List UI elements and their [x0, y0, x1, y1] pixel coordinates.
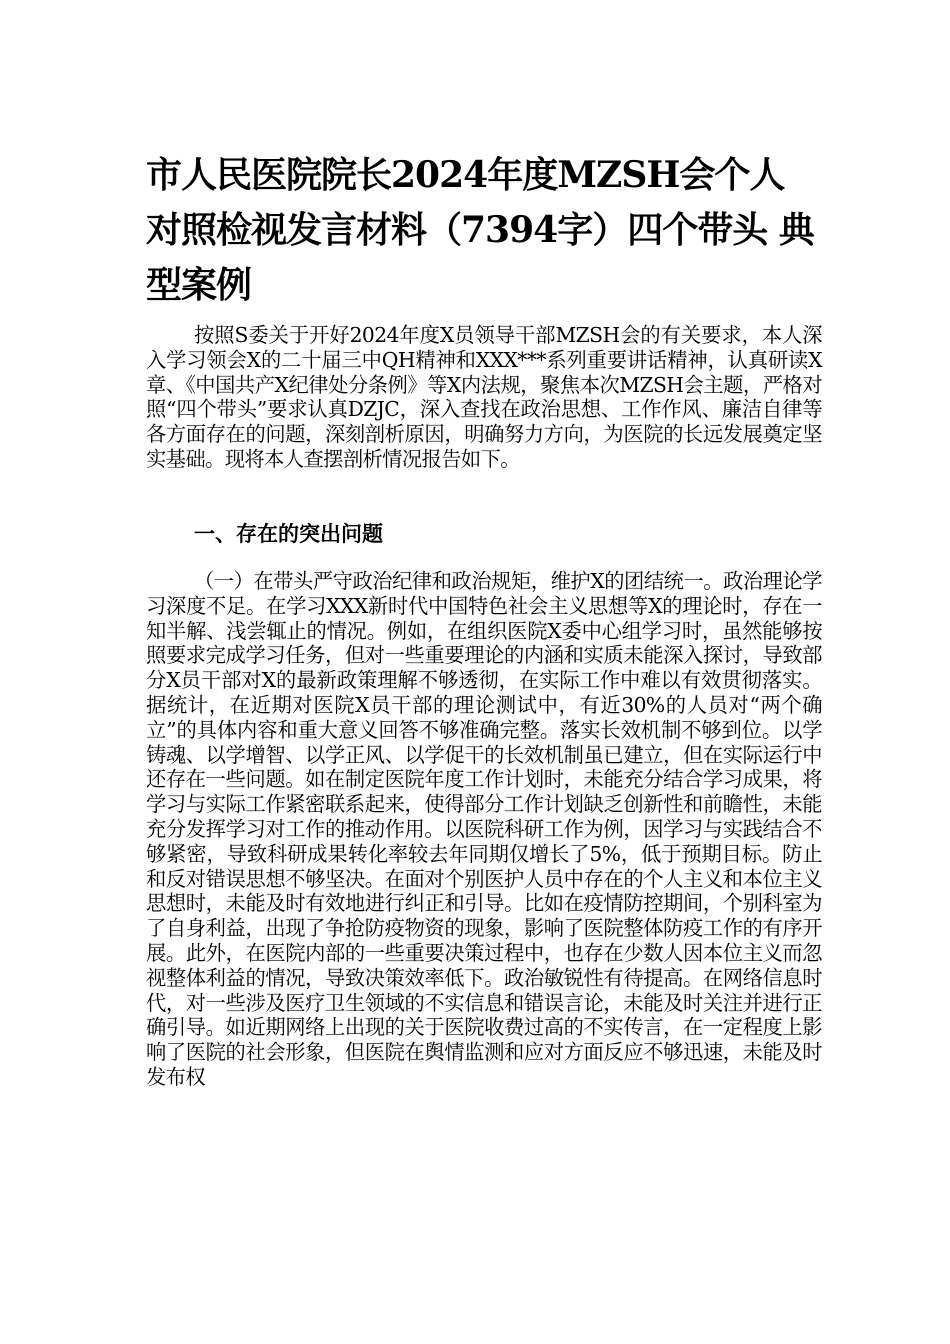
intro-paragraph: 按照S委关于开好2024年度X员领导干部MZSH会的有关要求，本人深入学习领会X的二十届三中QH精神和XXX***系列重要讲话精神，认真研读X章、《中国共产X纪律处分条例》等X内法规，聚焦本次MZSH会主题，严格对照“四个带头”要求认真DZJC，深入查找在政治思想、工作作风、廉洁自律等各方面存在的问题，深刻剖析原因，明确努力方向，为医院的长远发展奠定坚实基础。现将本人查摆剖析情况报告如下。: [146, 323, 822, 471]
section-heading-1: 一、存在的突出问题: [194, 522, 383, 546]
section-1-paragraph: （一）在带头严守政治纪律和政治规矩，维护X的团结统一。政治理论学习深度不足。在学习XXX新时代中国特色社会主义思想等X的理论时，存在一知半解、浅尝辄止的情况。例如，在组织医院X委中心组学习时，虽然能够按照要求完成学习任务，但对一些重要理论的内涵和实质未能深入探讨，导致部分X员干部对X的最新政策理解不够透彻，在实际工作中难以有效贯彻落实。据统计，在近期对医院X员干部的理论测试中，有近30%的人员对“两个确立”的具体内容和重大意义回答不够准确完整。落实长效机制不够到位。以学铸魂、以学增智、以学正风、以学促干的长效机制虽已建立，但在实际运行中还存在一些问题。如在制定医院年度工作计划时，未能充分结合学习成果，将学习与实际工作紧密联系起来，使得部分工作计划缺乏创新性和前瞻性，未能充分发挥学习对工作的推动作用。以医院科研工作为例，因学习与实践结合不够紧密，导致科研成果转化率较去年同期仅增长了5%，低于预期目标。防止和反对错误思想不够坚决。在面对个别医护人员中存在的个人主义和本位主义思想时，未能及时有效地进行纠正和引导。比如在疫情防控期间，个别科室为了自身利益，出现了争抢防疫物资的现象，影响了医院整体防疫工作的有序开展。此外，在医院内部的一些重要决策过程中，也存在少数人因本位主义而忽视整体利益的情况，导致决策效率低下。政治敏锐性有待提高。在网络信息时代，对一些涉及医疗卫生领域的不实信息和错误言论，未能及时关注并进行正确引导。如近期网络上出现的关于医院收费过高的不实传言，在一定程度上影响了医院的社会形象，但医院在舆情监测和应对方面反应不够迅速，未能及时发布权: [146, 569, 822, 1089]
document-title: 市人民医院院长2024年度MZSH会个人对照检视发言材料（7394字）四个带头 典型案例: [146, 154, 814, 306]
